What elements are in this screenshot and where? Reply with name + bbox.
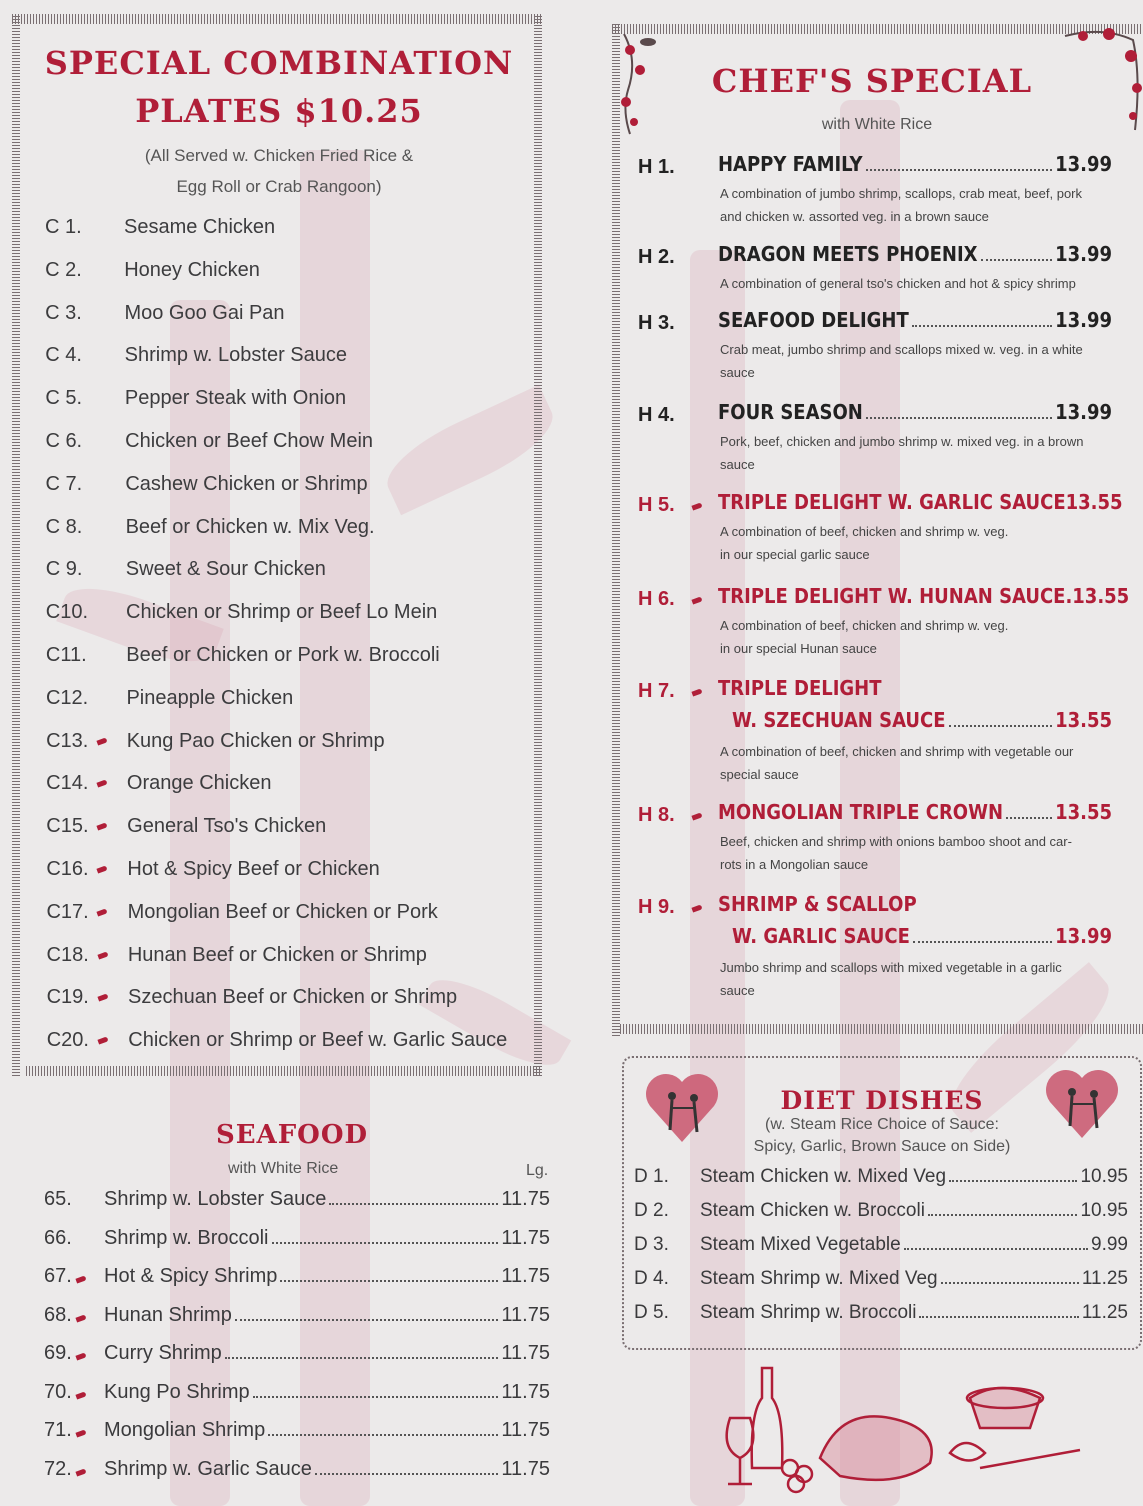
combination-item-name: Chicken or Shrimp or Beef Lo Mein (126, 601, 438, 624)
diet-dishes-title: DIET DISHES (780, 1086, 984, 1115)
chef-item-description-line2: in our special garlic sauce (720, 547, 870, 562)
spicy-pepper-icon (691, 812, 702, 820)
chefs-special-title: CHEF'S SPECIAL (711, 62, 1033, 100)
seafood-item-name: Hunan Shrimp (104, 1303, 232, 1326)
combination-item-code: C10. (45, 601, 89, 624)
chef-item-name-row (718, 892, 1112, 916)
chef-item-description-line2: rots in a Mongolian sauce (720, 857, 869, 872)
combination-item-code: C 5. (45, 387, 83, 410)
feast-illustration (700, 1358, 1100, 1498)
spicy-pepper-icon (75, 1352, 86, 1360)
chef-item-name-row (718, 676, 1112, 700)
spicy-pepper-icon (691, 904, 702, 912)
diet-item-code: D 5. (634, 1302, 669, 1323)
combination-title-line1: SPECIAL COMBINATION (44, 44, 514, 82)
chef-item-code: H 2. (638, 246, 675, 268)
chef-item-code: H 9. (638, 896, 675, 918)
spicy-pepper-icon (97, 865, 108, 873)
combination-note-line1: (All Served w. Chicken Fried Rice & (144, 146, 414, 165)
combination-item-code: C 3. (45, 301, 82, 324)
chef-item-code: H 3. (638, 312, 675, 334)
diet-item-price: 9.99 (1091, 1234, 1128, 1255)
spicy-pepper-icon (75, 1468, 86, 1476)
chef-item-name-row (718, 800, 1112, 824)
combination-item-name: Pepper Steak with Onion (124, 387, 347, 410)
chef-item-name-line2: W. GARLIC SAUCE (732, 924, 910, 948)
seafood-item-name: Hot & Spicy Shrimp (104, 1265, 278, 1287)
spicy-pepper-icon (75, 1314, 86, 1322)
seafood-item-name: Kung Po Shrimp (104, 1380, 250, 1403)
chef-item-name: HAPPY FAMILY (718, 152, 863, 176)
chef-item-description-line2: and chicken w. assorted veg. in a brown sauce (720, 209, 989, 224)
seafood-subtitle: with White Rice (228, 1160, 339, 1177)
combination-item-code: C20. (46, 1029, 89, 1052)
seafood-item (44, 1304, 550, 1327)
seafood-item-price: 11.75 (501, 1457, 550, 1480)
seafood-item-price: 11.75 (501, 1419, 550, 1441)
seafood-item-price: 11.75 (501, 1342, 550, 1364)
combination-item-name: Hot & Spicy Beef or Chicken (127, 858, 380, 880)
spicy-pepper-icon (97, 1037, 108, 1045)
chef-item-description (720, 338, 1120, 384)
chef-item-name: SEAFOOD DELIGHT (718, 308, 909, 332)
combination-item-name: Beef or Chicken w. Mix Veg. (125, 515, 375, 538)
combination-item-name: Orange Chicken (126, 772, 272, 795)
chef-item-price: 13.99 (1055, 242, 1112, 266)
chef-item-description-line1: Jumbo shrimp and scallops with mixed vegetable in a garlic (720, 960, 1062, 975)
chef-item-name-line2: W. SZECHUAN SAUCE (732, 708, 946, 732)
combination-item-code: C 1. (45, 216, 82, 238)
chef-item-price: 13.99 (1055, 308, 1112, 332)
chef-item-price: 13.55 (1072, 584, 1130, 608)
combination-plates-box (12, 14, 542, 1076)
diet-item (634, 1200, 1128, 1222)
chef-item-description-line1: Crab meat, jumbo shrimp and scallops mixed w. veg. in a white (720, 342, 1083, 357)
combination-item-name: Moo Goo Gai Pan (124, 301, 285, 324)
chef-item-price: 13.99 (1055, 152, 1112, 176)
chef-item-price: 13.55 (1055, 800, 1112, 824)
diet-item-code: D 2. (634, 1200, 669, 1221)
chef-item-name: MONGOLIAN TRIPLE CROWN (718, 800, 1004, 824)
seafood-item-code: 72. (44, 1457, 72, 1480)
diet-item-name: Steam Shrimp w. Mixed Veg (700, 1268, 938, 1289)
combination-item-code: C16. (46, 858, 89, 880)
diet-item-price: 10.95 (1080, 1200, 1128, 1221)
chef-item-code: H 4. (638, 404, 675, 426)
chef-item-description (720, 520, 1120, 566)
chef-item-name-row (718, 152, 1112, 176)
diet-item (634, 1268, 1128, 1290)
diet-note-line2: Spicy, Garlic, Brown Sauce on Side) (753, 1138, 1011, 1155)
dot-leader (904, 1248, 1088, 1250)
seafood-item-price: 11.75 (501, 1380, 550, 1403)
chef-item-description-line2: in our special Hunan sauce (720, 641, 877, 656)
chef-item-description-line1: A combination of beef, chicken and shrimp w. veg. (720, 524, 1009, 539)
chef-item-code: H 8. (638, 804, 675, 826)
combination-item-code: C 6. (45, 430, 83, 452)
seafood-section (30, 1110, 560, 1500)
combination-item-code: C 2. (45, 258, 82, 281)
chef-item-description (720, 272, 1120, 295)
combination-item-code: C 8. (45, 515, 83, 538)
dot-leader (253, 1396, 499, 1398)
chef-item-description (720, 182, 1120, 228)
chef-item-description-line1: A combination of beef, chicken and shrimp w. veg. (720, 618, 1009, 633)
combination-item-name: Szechuan Beef or Chicken or Shrimp (128, 986, 458, 1009)
combination-item-name: Cashew Chicken or Shrimp (125, 472, 368, 495)
seafood-item-name: Shrimp w. Broccoli (104, 1226, 269, 1249)
seafood-item-price: 11.75 (501, 1226, 550, 1249)
dot-leader (225, 1357, 499, 1359)
spicy-pepper-icon (75, 1429, 86, 1437)
diet-item (634, 1166, 1128, 1188)
dot-leader (280, 1280, 498, 1282)
spicy-pepper-icon (691, 688, 702, 696)
seafood-item-name: Shrimp w. Garlic Sauce (104, 1457, 312, 1480)
chef-item-description (720, 740, 1120, 786)
combination-item-name: Chicken or Beef Chow Mein (125, 430, 374, 452)
dot-leader (981, 259, 1053, 261)
spicy-pepper-icon (97, 951, 108, 959)
seafood-item (44, 1381, 550, 1404)
dot-leader (941, 1282, 1079, 1284)
chefs-special-box (612, 24, 1143, 1036)
chef-item-price: 13.55 (1055, 708, 1112, 732)
combination-item-code: C12. (45, 686, 89, 709)
combination-item-name: Shrimp w. Lobster Sauce (124, 344, 348, 367)
chef-item-code: H 6. (638, 588, 675, 610)
chef-item-name: DRAGON MEETS PHOENIX (718, 242, 978, 266)
chef-item-name-row (718, 242, 1112, 266)
combination-item-code: C14. (46, 772, 89, 795)
chef-item-description-line1: Pork, beef, chicken and jumbo shrimp w. mixed veg. in a brown (720, 434, 1084, 449)
dot-leader (329, 1203, 498, 1205)
seafood-item-code: 65. (44, 1188, 72, 1210)
seafood-item-code: 70. (44, 1380, 72, 1403)
chef-item-description (720, 430, 1120, 476)
diet-item-name: Steam Mixed Vegetable (700, 1234, 901, 1255)
diet-item-code: D 4. (634, 1268, 669, 1289)
seafood-item-name: Shrimp w. Lobster Sauce (104, 1188, 327, 1210)
chef-item-description-line1: A combination of general tso's chicken and hot & spicy shrimp (720, 276, 1076, 291)
chef-item-description-line2: special sauce (720, 767, 799, 782)
combination-item-name: Sweet & Sour Chicken (125, 558, 326, 581)
spicy-pepper-icon (97, 994, 108, 1002)
seafood-item-price: 11.75 (501, 1265, 550, 1287)
chef-item-description (720, 830, 1120, 876)
chef-item-price: 13.99 (1055, 400, 1112, 424)
spicy-pepper-icon (75, 1275, 86, 1283)
chef-item-name-row (718, 584, 1130, 608)
combination-item-name: Mongolian Beef or Chicken or Pork (127, 900, 438, 923)
seafood-item-code: 71. (44, 1419, 72, 1441)
seafood-item-price: 11.75 (501, 1303, 550, 1326)
combination-item-code: C 7. (45, 472, 83, 495)
diet-item-price: 11.25 (1081, 1268, 1128, 1289)
seafood-item-code: 69. (44, 1342, 72, 1364)
chef-item-name: TRIPLE DELIGHT W. HUNAN SAUCE. (718, 584, 1073, 608)
seafood-item (44, 1458, 550, 1481)
size-label: Lg. (526, 1162, 549, 1179)
dot-leader (268, 1434, 498, 1436)
seafood-item (44, 1265, 550, 1288)
spicy-pepper-icon (97, 823, 108, 831)
spicy-pepper-icon (691, 502, 702, 510)
chef-item-name: TRIPLE DELIGHT (718, 676, 882, 700)
spicy-pepper-icon (97, 780, 108, 788)
chef-item-description-line1: Beef, chicken and shrimp with onions bamboo shoot and car- (720, 834, 1072, 849)
dot-leader (949, 1180, 1077, 1182)
dot-leader (1006, 817, 1052, 819)
combination-item-name: Honey Chicken (124, 258, 260, 281)
dot-leader (315, 1473, 499, 1475)
dot-leader (272, 1242, 499, 1244)
diet-item-code: D 3. (634, 1234, 669, 1255)
chef-item-name: TRIPLE DELIGHT W. GARLIC SAUCE (718, 490, 1066, 514)
spicy-pepper-icon (97, 737, 108, 745)
chef-item-description-line1: A combination of jumbo shrimp, scallops, crab meat, beef, pork (720, 186, 1083, 201)
combination-item-code: C 4. (45, 344, 82, 367)
chef-item-code: H 7. (638, 680, 675, 702)
combination-item-name: Hunan Beef or Chicken or Shrimp (127, 943, 427, 966)
chef-item-name-row (718, 308, 1112, 332)
spicy-pepper-icon (75, 1391, 86, 1399)
seafood-item-name: Mongolian Shrimp (104, 1419, 266, 1441)
diet-dishes-box (622, 1056, 1142, 1350)
spicy-pepper-icon (691, 596, 702, 604)
dot-leader (919, 1316, 1078, 1318)
dot-leader (912, 325, 1052, 327)
dot-leader (235, 1319, 499, 1321)
chef-item-code: H 1. (638, 156, 675, 178)
combination-item-name: Sesame Chicken (124, 216, 276, 238)
diet-item-price: 11.25 (1081, 1302, 1128, 1323)
seafood-title: SEAFOOD (215, 1120, 369, 1150)
combination-item-code: C19. (46, 986, 89, 1009)
chef-item-name: SHRIMP & SCALLOP (718, 892, 917, 916)
dot-leader (866, 169, 1053, 171)
combination-item-code: C 9. (45, 558, 83, 581)
combination-item-name: Kung Pao Chicken or Shrimp (126, 729, 385, 752)
seafood-item (44, 1342, 550, 1365)
chef-item-price: 13.99 (1055, 924, 1112, 948)
diet-item-name: Steam Shrimp w. Broccoli (700, 1302, 917, 1323)
seafood-item-price: 11.75 (501, 1188, 550, 1210)
chef-item-description (720, 614, 1120, 660)
diet-item-name: Steam Chicken w. Broccoli (700, 1200, 925, 1221)
diet-item (634, 1234, 1128, 1256)
chef-item-code: H 5. (638, 494, 675, 516)
combination-title-line2: PLATES $10.25 (135, 92, 423, 130)
chef-item-name-row (732, 924, 1112, 948)
combination-item-code: C15. (46, 815, 89, 838)
seafood-item (44, 1188, 550, 1211)
diet-item-price: 10.95 (1080, 1166, 1128, 1187)
chef-item-description (720, 956, 1120, 1002)
combination-item-name: Pineapple Chicken (126, 686, 294, 709)
spicy-pepper-icon (97, 908, 108, 916)
chef-item-description-line2: sauce (720, 457, 755, 472)
combination-item-code: C18. (46, 943, 89, 966)
seafood-item-code: 66. (44, 1226, 72, 1249)
chef-item-description-line2: sauce (720, 365, 755, 380)
chef-item-price: 13.55 (1065, 490, 1123, 514)
seafood-item-name: Curry Shrimp (104, 1342, 222, 1364)
chef-item-name: FOUR SEASON (718, 400, 863, 424)
combination-note-line2: Egg Roll or Crab Rangoon) (176, 177, 382, 196)
diet-item-name: Steam Chicken w. Mixed Veg (700, 1166, 947, 1187)
combination-item-code: C11. (45, 644, 87, 666)
dot-leader (866, 417, 1052, 419)
combination-item-code: C13. (46, 729, 89, 752)
combination-item-name: General Tso's Chicken (127, 815, 327, 838)
diet-item (634, 1302, 1128, 1324)
chef-item-name-row (718, 400, 1112, 424)
chef-item-name-row (732, 708, 1112, 732)
seafood-item (44, 1227, 550, 1250)
chefs-special-subtitle: with White Rice (821, 116, 933, 133)
diet-note-line1: (w. Steam Rice Choice of Sauce: (765, 1116, 999, 1133)
dot-leader (949, 725, 1053, 727)
chef-item-description-line1: A combination of beef, chicken and shrimp with vegetable our (720, 744, 1074, 759)
seafood-item (44, 1419, 550, 1442)
seafood-item-code: 67. (44, 1265, 72, 1287)
chef-item-name-row (718, 490, 1123, 514)
diet-item-code: D 1. (634, 1166, 669, 1187)
combination-item-code: C17. (46, 900, 89, 923)
dot-leader (913, 941, 1052, 943)
combination-item-name: Chicken or Shrimp or Beef w. Garlic Sauce (128, 1029, 508, 1052)
dot-leader (928, 1214, 1078, 1216)
combination-item-name: Beef or Chicken or Pork w. Broccoli (126, 644, 440, 666)
seafood-item-code: 68. (44, 1303, 72, 1326)
chef-item-description-line2: sauce (720, 983, 755, 998)
